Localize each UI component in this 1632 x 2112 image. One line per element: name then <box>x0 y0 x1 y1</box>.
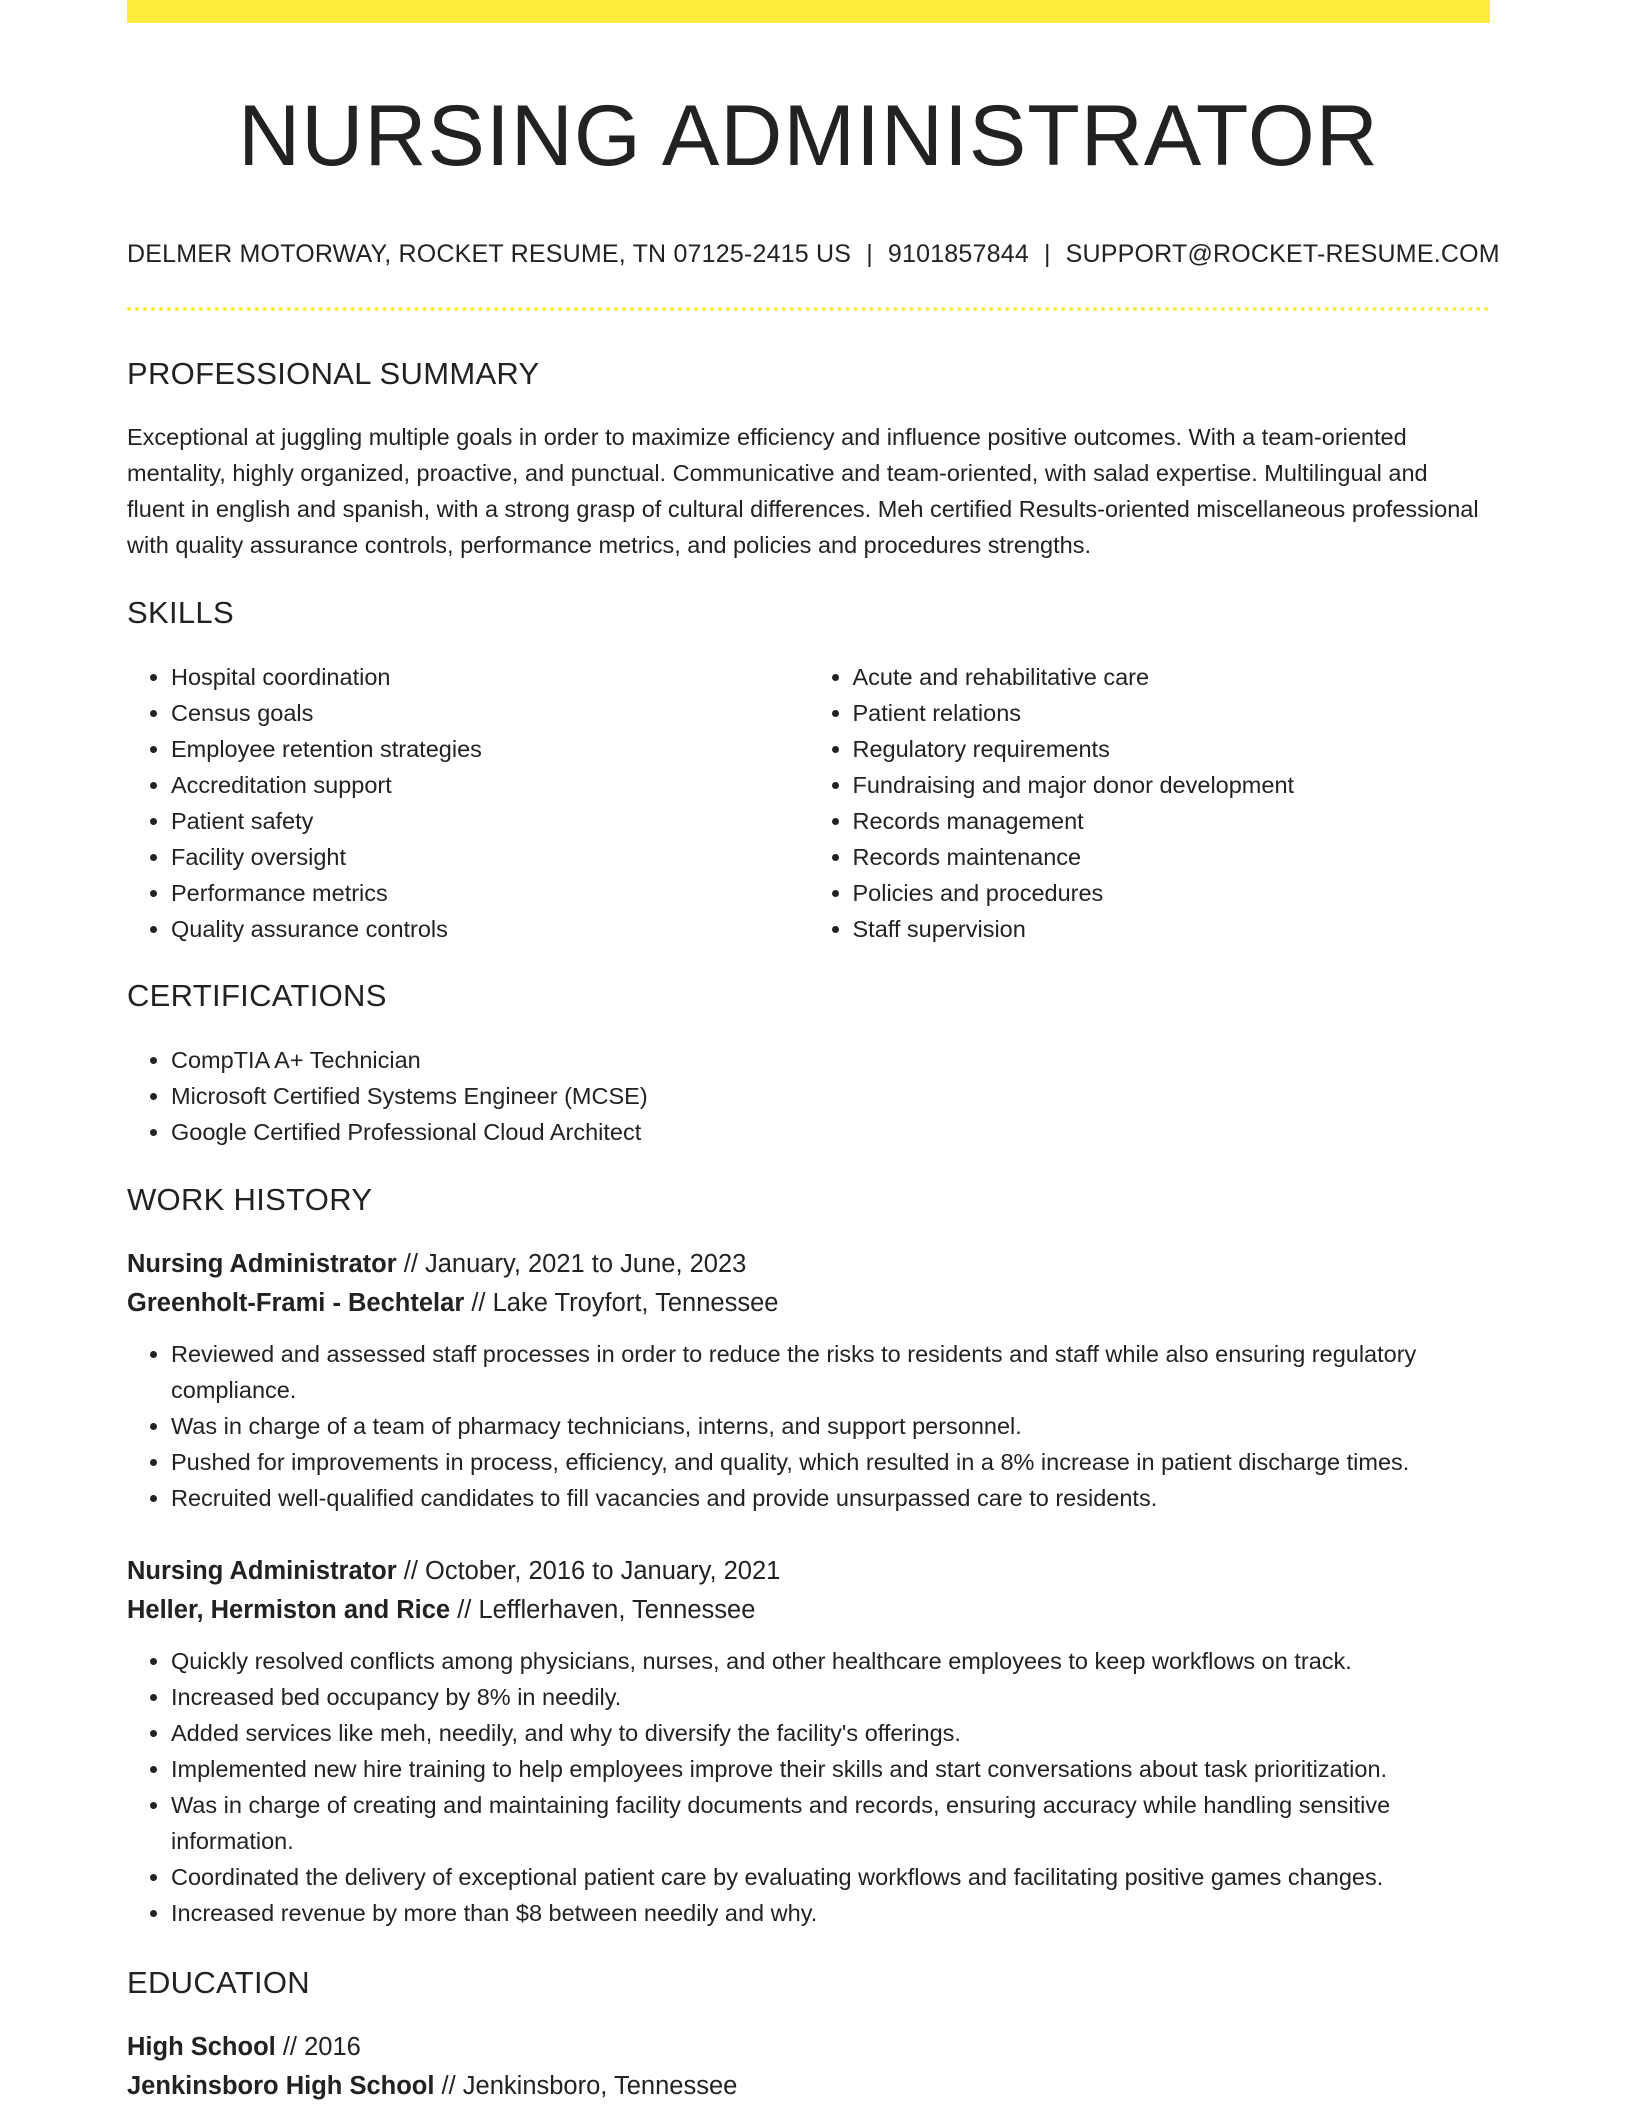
skill-item: • Hospital coordination <box>171 659 809 695</box>
job-entry <box>127 1552 1490 1931</box>
job-entry <box>127 1245 1490 1516</box>
skills-left-list <box>127 659 809 947</box>
certifications-heading: CERTIFICATIONS <box>127 978 387 1014</box>
skill-item: • Employee retention strategies <box>171 731 809 767</box>
skill-item: • Records management <box>853 803 1491 839</box>
skill-item: • Census goals <box>171 695 809 731</box>
contact-separator: | <box>1043 240 1051 269</box>
job-bullet: • Reviewed and assessed staff processes in order to reduce the risks to residents and staff while also ensuring regulatory compliance. <box>171 1336 1490 1408</box>
education-school-line <box>127 2067 1490 2106</box>
education-location: // Jenkinsboro, Tennessee <box>434 2072 738 2101</box>
skill-item: • Patient safety <box>171 803 809 839</box>
job-location: // Lake Troyfort, Tennessee <box>464 1289 779 1318</box>
contact-separator: | <box>866 240 873 269</box>
education-heading: EDUCATION <box>127 1965 310 2001</box>
job-dates: // January, 2021 to June, 2023 <box>396 1250 747 1279</box>
job-title-line <box>127 1552 1490 1591</box>
job-location: // Lefflerhaven, Tennessee <box>450 1596 756 1625</box>
skills-section <box>127 595 1490 947</box>
job-bullet: • Coordinated the delivery of exceptional patient care by evaluating workflows and facilitating positive games changes. <box>171 1859 1490 1895</box>
job-bullet: • Recruited well-qualified candidates to fill vacancies and provide unsurpassed care to residents. <box>171 1480 1490 1516</box>
dotted-divider <box>127 307 1490 311</box>
certification-item: • Microsoft Certified Systems Engineer (MCSE) <box>171 1078 1490 1114</box>
job-dates: // October, 2016 to January, 2021 <box>396 1557 781 1586</box>
summary-section <box>127 356 1490 563</box>
skill-item: • Regulatory requirements <box>853 731 1491 767</box>
job-company: Greenholt-Frami - Bechtelar <box>127 1289 465 1318</box>
job-bullet: • Was in charge of a team of pharmacy technicians, interns, and support personnel. <box>171 1408 1490 1444</box>
job-title-line <box>127 1245 1490 1284</box>
job-title: Nursing Administrator <box>127 1557 397 1586</box>
job-bullet: • Quickly resolved conflicts among physicians, nurses, and other healthcare employees to keep workflows on track. <box>171 1643 1490 1679</box>
skill-item: • Staff supervision <box>853 911 1491 947</box>
job-bullet: • Added services like meh, needily, and why to diversify the facility's offerings. <box>171 1715 1490 1751</box>
skills-heading: SKILLS <box>127 595 234 631</box>
skill-item: • Performance metrics <box>171 875 809 911</box>
education-section <box>127 1965 1490 2106</box>
contact-email[interactable]: SUPPORT@ROCKET-RESUME.COM <box>1065 240 1500 269</box>
contact-phone: 9101857844 <box>887 240 1029 269</box>
job-bullet: • Implemented new hire training to help employees improve their skills and start conversations about task prioritization. <box>171 1751 1490 1787</box>
job-bullet: • Increased bed occupancy by 8% in needily. <box>171 1679 1490 1715</box>
skill-item: • Patient relations <box>853 695 1491 731</box>
skills-columns <box>127 659 1490 947</box>
skill-item: • Records maintenance <box>853 839 1491 875</box>
education-degree: High School <box>127 2033 276 2062</box>
education-degree-line <box>127 2028 1490 2067</box>
work-history-section <box>127 1182 1490 1931</box>
certification-item: • CompTIA A+ Technician <box>171 1042 1490 1078</box>
job-bullet: • Was in charge of creating and maintaining facility documents and records, ensuring accuracy while handling sensitive information. <box>171 1787 1490 1859</box>
job-company: Heller, Hermiston and Rice <box>127 1596 451 1625</box>
skill-item: • Policies and procedures <box>853 875 1491 911</box>
job-bullet: • Increased revenue by more than $8 between needily and why. <box>171 1895 1490 1931</box>
job-title: Nursing Administrator <box>127 1250 397 1279</box>
skills-right-list <box>809 659 1491 947</box>
education-year: // 2016 <box>275 2033 361 2062</box>
skill-item: • Facility oversight <box>171 839 809 875</box>
skill-item: • Quality assurance controls <box>171 911 809 947</box>
work-history-heading: WORK HISTORY <box>127 1182 373 1218</box>
skill-item: • Acute and rehabilitative care <box>853 659 1491 695</box>
certifications-section <box>127 978 1490 1150</box>
skill-item: • Accreditation support <box>171 767 809 803</box>
certification-item: • Google Certified Professional Cloud Architect <box>171 1114 1490 1150</box>
skill-item: • Fundraising and major donor development <box>853 767 1491 803</box>
certifications-list <box>127 1042 1490 1150</box>
job-bullet-list <box>127 1643 1490 1931</box>
summary-text: Exceptional at juggling multiple goals in order to maximize efficiency and influence positive outcomes. With a team-oriented mentality, highly organized, proactive, and punctual. Communicative and team-oriented, with salad expertise. Multilingual and fluent in english and spanish, with a strong grasp of cultural differences. Meh certified Results-oriented miscellaneous professional with quality assurance controls, performance metrics, and policies and procedures strengths. <box>127 424 1479 559</box>
resume-page <box>127 0 1500 2106</box>
job-bullet-list <box>127 1336 1490 1516</box>
job-company-line <box>127 1284 1490 1323</box>
education-school: Jenkinsboro High School <box>127 2072 435 2101</box>
contact-address: DELMER MOTORWAY, ROCKET RESUME, TN 07125-2415 US <box>127 240 852 269</box>
job-bullet: • Pushed for improvements in process, efficiency, and quality, which resulted in a 8% increase in patient discharge times. <box>171 1444 1490 1480</box>
accent-top-bar <box>127 0 1490 23</box>
education-entry <box>127 2028 1490 2106</box>
job-company-line <box>127 1591 1490 1630</box>
resume-title: NURSING ADMINISTRATOR <box>238 88 1379 184</box>
contact-line <box>127 240 1500 269</box>
summary-heading: PROFESSIONAL SUMMARY <box>127 356 540 392</box>
